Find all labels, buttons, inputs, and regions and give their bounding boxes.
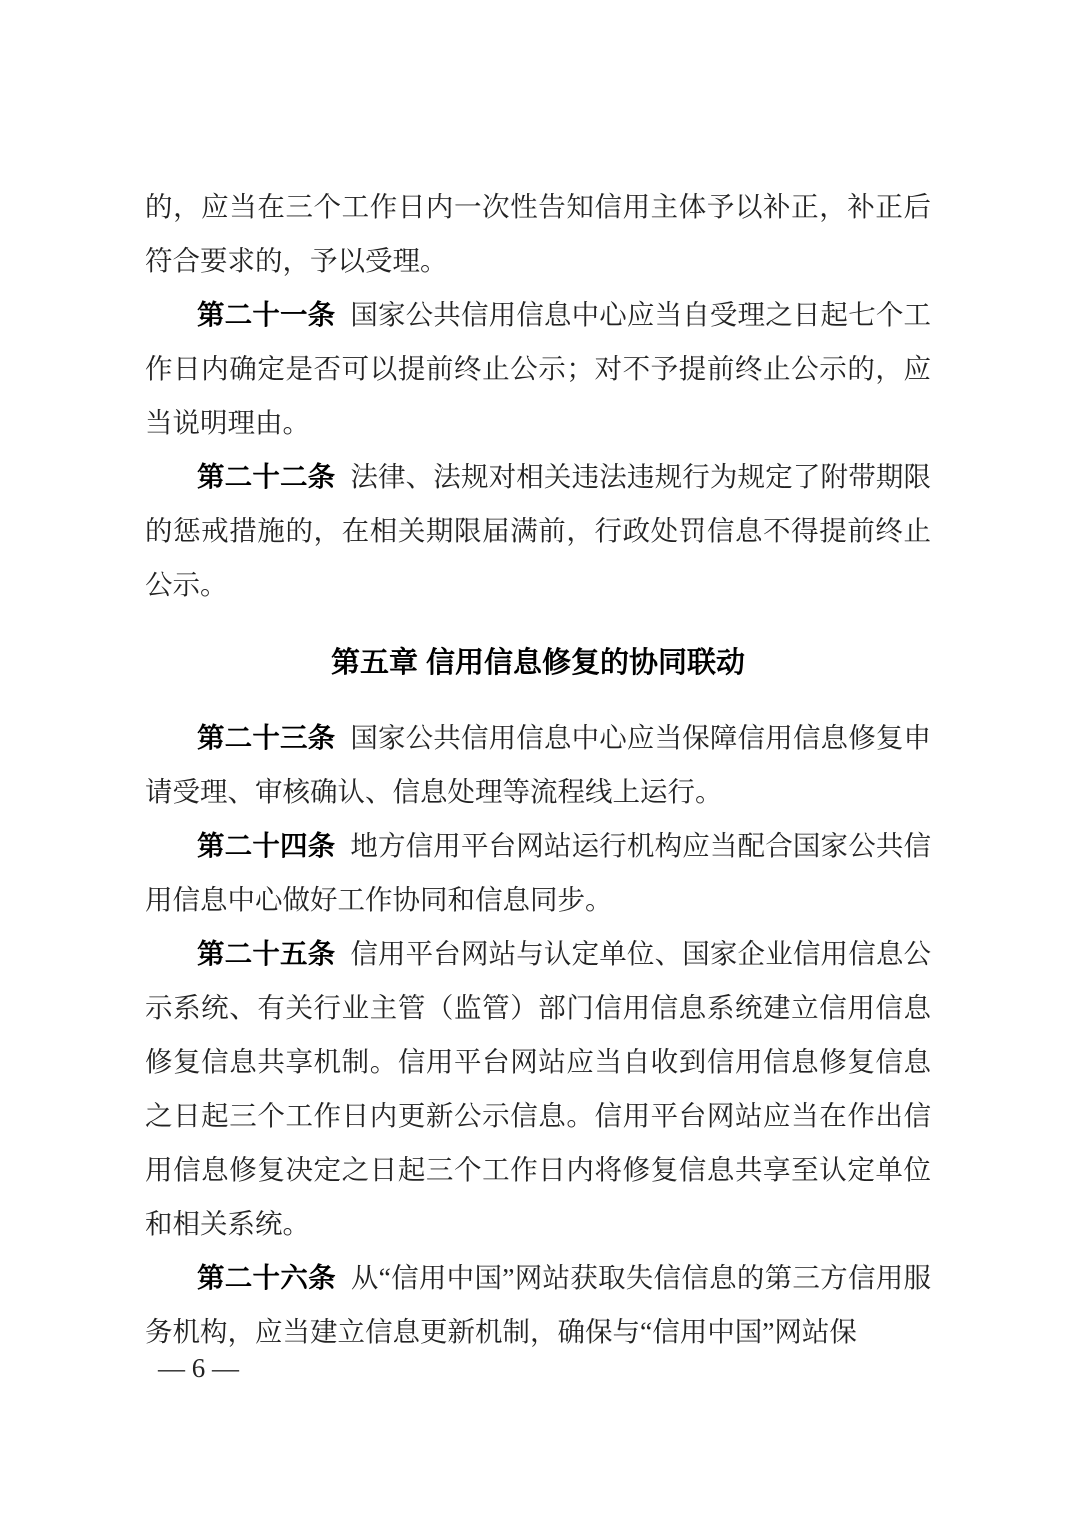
page-number: — 6 — (158, 1353, 239, 1383)
article-22-paragraph (145, 450, 931, 612)
article-24-number: 第二十四条 (197, 830, 336, 861)
article-23-paragraph (145, 711, 931, 819)
article-21-paragraph (145, 288, 931, 450)
paragraph-text: 法律、法规对相关违法违规行为规定了附带期限的惩戒措施的，在相关期限届满前，行政处罚信息不得提前终止公示。 (145, 461, 932, 600)
paragraph-text: 国家公共信用信息中心应当自受理之日起七个工作日内确定是否可以提前终止公示；对不予提前终止公示的，应当说明理由。 (145, 299, 932, 438)
paragraph-text: 信用平台网站与认定单位、国家企业信用信息公示系统、有关行业主管（监管）部门信用信息系统建立信用信息修复信息共享机制。信用平台网站应当自收到信用信息修复信息之日起三个工作日内更新公示信息。信用平台网站应当在作出信用信息修复决定之日起三个工作日内将修复信息共享至认定单位和相关系统。 (145, 938, 932, 1239)
text-content (145, 180, 931, 1359)
article-25-number: 第二十五条 (197, 938, 336, 969)
article-23-number: 第二十三条 (197, 722, 336, 753)
paragraph-text: 国家公共信用信息中心应当保障信用信息修复申请受理、审核确认、信息处理等流程线上运行。 (145, 722, 932, 807)
article-26-number: 第二十六条 (197, 1262, 336, 1293)
chapter-5-heading: 第五章 信用信息修复的协同联动 (330, 647, 746, 679)
article-22-number: 第二十二条 (197, 461, 336, 492)
article-26-paragraph (145, 1251, 931, 1359)
article-25-paragraph (145, 927, 931, 1251)
continuation-paragraph (145, 180, 931, 288)
article-21-number: 第二十一条 (197, 299, 336, 330)
paragraph-text: 地方信用平台网站运行机构应当配合国家公共信用信息中心做好工作协同和信息同步。 (145, 830, 932, 915)
paragraph-text: 的，应当在三个工作日内一次性告知信用主体予以补正，补正后符合要求的，予以受理。 (145, 191, 931, 276)
paragraph-text: 从“信用中国”网站获取失信信息的第三方信用服务机构，应当建立信息更新机制，确保与“信用中国”网站保 (145, 1262, 932, 1347)
article-24-paragraph (145, 819, 931, 927)
